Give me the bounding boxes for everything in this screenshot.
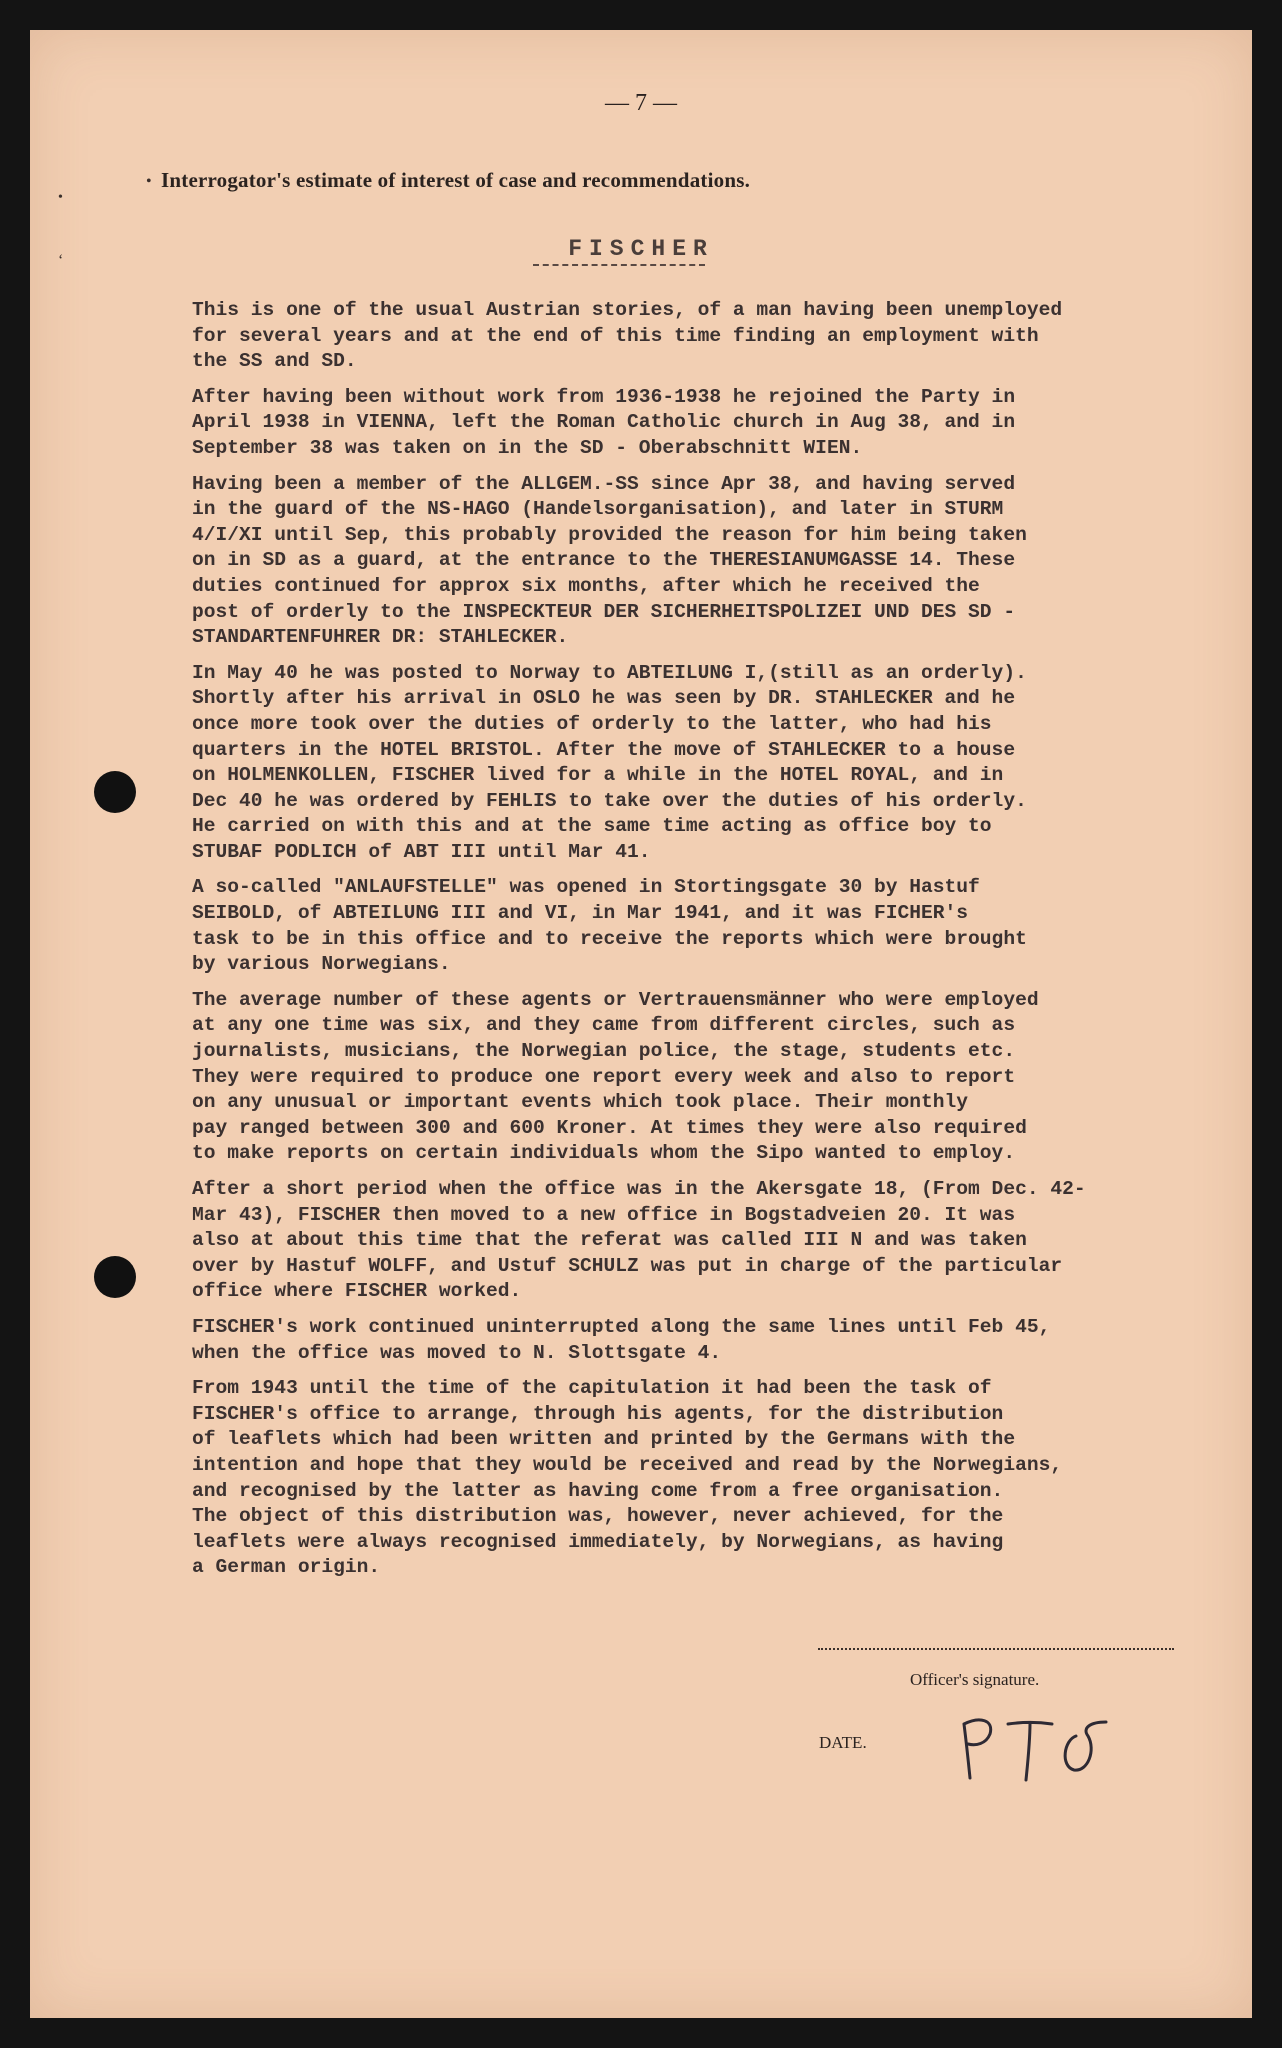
- paragraph: After a short period when the office was in the Akersgate 18, (From Dec. 42- Mar 43), FISCHER then moved to a new office in Bogstadveien 20. It was also at about this time that the referat was called III N and was taken over by Hastuf WOLFF, and Ustuf SCHULZ was put in charge of the particular office where FISCHER worked.: [192, 1178, 1086, 1303]
- report-body: [192, 298, 1222, 1591]
- document-page: [30, 30, 1252, 2018]
- section-heading: Interrogator's estimate of interest of case and recommendations.: [161, 168, 751, 192]
- paragraph: After having been without work from 1936-1938 he rejoined the Party in April 1938 in VIENNA, left the Roman Catholic church in Aug 38, and in September 38 was taken on in the SD - Oberabschnitt WIEN.: [192, 385, 1016, 459]
- signature-line: [818, 1648, 1174, 1650]
- paragraph: From 1943 until the time of the capitulation it had been the task of FISCHER's office to arrange, through his agents, for the distribution of leaflets which had been written and printed by the Germans with the intention and hope that they would be received and read by the Norwegians, and recognised by the latter as having come from a free organisation. The object of this distribution was, however, never achieved, for the leaflets were always recognised immediately, by Norwegians, as having a German origin.: [192, 1377, 1063, 1579]
- paragraph: This is one of the usual Austrian stories, of a man having been unemployed for several years and at the end of this time finding an employment with the SS and SD.: [192, 299, 1063, 373]
- paragraph: A so-called "ANLAUFSTELLE" was opened in Stortingsgate 30 by Hastuf SEIBOLD, of ABTEILUNG III and VI, in Mar 1941, and it was FICHER's task to be in this office and to receive the reports which were brought by various Norwegians.: [192, 876, 1027, 976]
- paragraph: The average number of these agents or Vertrauensmänner who were employed at any one time was six, and they came from different circles, such as journalists, musicians, the Norwegian police, the stage, students etc. They were required to produce one report every week and also to report on any unusual or important events which took place. Their monthly pay ranged between 300 and 600 Kroner. At times they were also required to make reports on certain individuals whom the Sipo wanted to employ.: [192, 988, 1039, 1165]
- paragraph: FISCHER's work continued uninterrupted along the same lines until Feb 45, when the office was moved to N. Slottsgate 4.: [192, 1315, 1051, 1364]
- subject-name: FISCHER: [568, 236, 714, 262]
- punch-hole: [94, 771, 136, 813]
- paragraph: Having been a member of the ALLGEM.-SS since Apr 38, and having served in the guard of the NS-HAGO (Handelsorganisation), and later in STURM 4/I/XI until Sep, this probably provided the reason for him being taken on in SD as a guard, at the entrance to the THERESIANUMGASSE 14. These duties continued for approx six months, after which he received the post of orderly to the INSPECKTEUR DER SICHERHEITSPOLIZEI UND DES SD - STANDARTENFUHRER DR: STAHLECKER.: [192, 472, 1027, 649]
- paragraph: In May 40 he was posted to Norway to ABTEILUNG I,(still as an orderly). Shortly after his arrival in OSLO he was seen by DR. STAHLECKER and he once more took over the duties of orderly to the latter, who had his quarters in the HOTEL BRISTOL. After the move of STAHLECKER to a house on HOLMENKOLLEN, FISCHER lived for a while in the HOTEL ROYAL, and in Dec 40 he was ordered by FEHLIS to take over the duties of his orderly. He carried on with this and at the same time acting as office boy to STUBAF PODLICH of ABT III until Mar 41.: [192, 661, 1027, 863]
- signature-label: Officer's signature.: [910, 1670, 1040, 1689]
- stray-mark: ‘: [58, 252, 64, 269]
- handwritten-note: [950, 1710, 1130, 1795]
- punch-hole: [94, 1256, 136, 1298]
- stray-mark: •: [58, 190, 63, 205]
- subject-underline: [533, 264, 705, 266]
- stray-mark: •: [146, 173, 152, 190]
- page-number: — 7 —: [605, 90, 677, 116]
- date-label: DATE.: [819, 1733, 867, 1752]
